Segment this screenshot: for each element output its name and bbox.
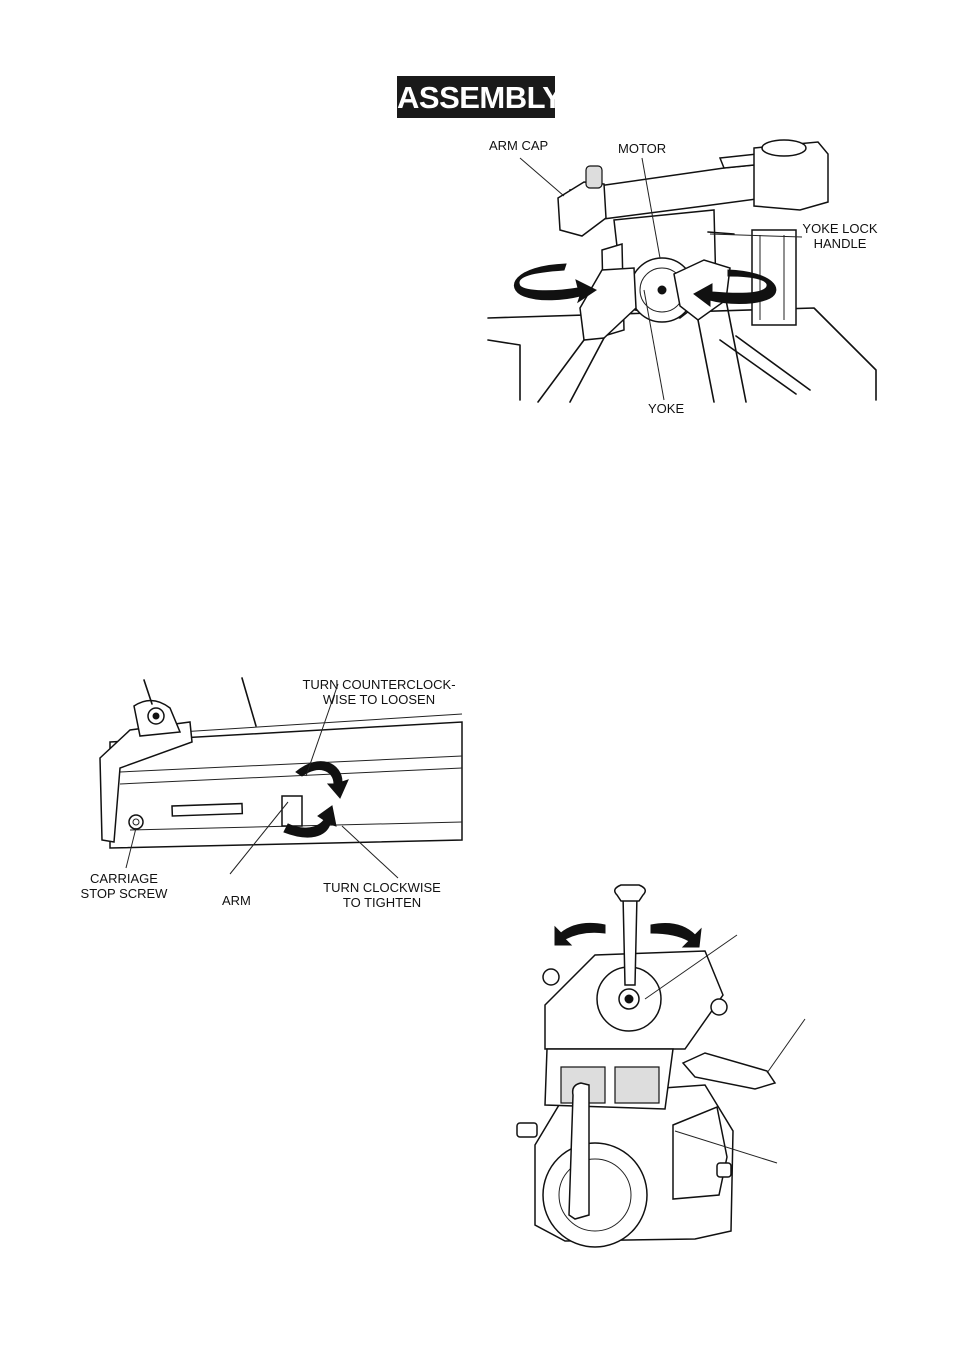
label-yoke: YOKE: [648, 401, 685, 416]
label-turn-cw: [318, 880, 446, 910]
label-yoke-lock-line2: HANDLE: [813, 236, 867, 251]
label-carriage-line1: CARRIAGE: [90, 871, 158, 886]
label-arm: ARM: [222, 893, 251, 908]
label-turn-ccw: [296, 677, 462, 707]
label-turn-ccw-line1: TURN COUNTERCLOCK-: [302, 677, 456, 692]
motor-wrench-illustration: [505, 895, 785, 1260]
label-motor: MOTOR: [618, 141, 667, 156]
label-yoke-lock-handle: [796, 221, 884, 251]
label-yoke-lock-line1: YOKE LOCK: [802, 221, 878, 236]
label-arm-cap: ARM CAP: [489, 138, 549, 153]
label-carriage-line2: STOP SCREW: [80, 886, 168, 901]
yoke-illustration: [484, 140, 884, 405]
label-turn-cw-line2: TO TIGHTEN: [342, 895, 422, 910]
page-title: ASSEMBLY: [397, 80, 563, 115]
label-carriage-stop-screw: [78, 871, 170, 901]
label-turn-ccw-line2: WISE TO LOOSEN: [322, 692, 436, 707]
label-turn-cw-line1: TURN CLOCKWISE: [323, 880, 441, 895]
